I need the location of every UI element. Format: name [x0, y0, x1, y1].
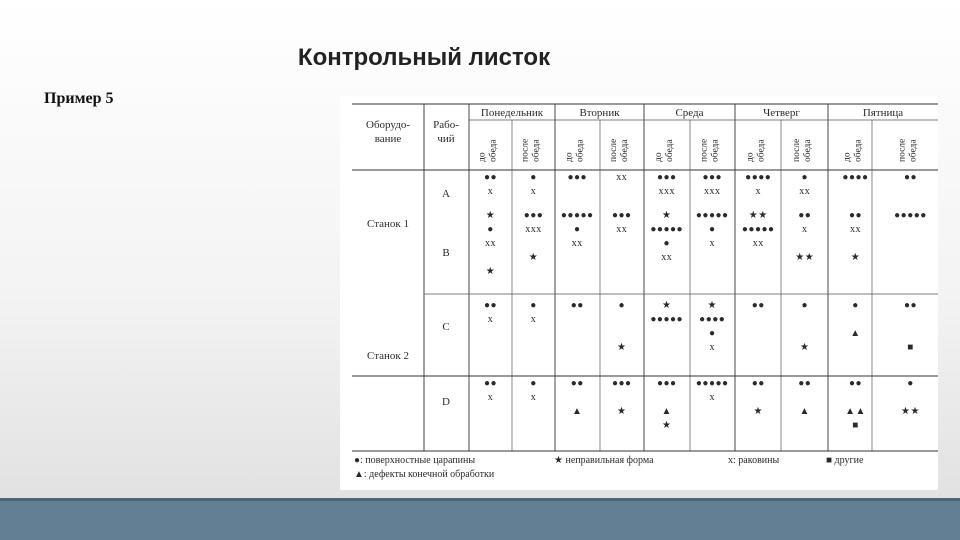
tally-cell-line: ●●●● — [699, 314, 726, 325]
tally-cell — [799, 172, 810, 197]
tally-cell-line: x — [755, 186, 761, 197]
tally-cell-line: ●●● — [611, 378, 632, 389]
example-label: Пример 5 — [44, 90, 114, 107]
tally-cell-line: ●●●● — [745, 172, 772, 183]
tally-cell-line: xxx — [704, 186, 721, 197]
tally-cell-line: x — [530, 314, 537, 325]
after-lunch-label: обеда — [531, 139, 542, 162]
day-header: Пятница — [862, 107, 904, 119]
tally-cell-line: ● — [530, 172, 537, 183]
tally-cell — [742, 210, 775, 249]
tally-cell-line: ▲ — [572, 406, 583, 417]
tally-cell-line: ● — [907, 378, 914, 389]
tally-cell-line: ★ — [485, 266, 496, 277]
tally-cell-line: ●●●●● — [741, 224, 775, 235]
tally-cell-line: ● — [487, 224, 494, 235]
tally-cell — [752, 378, 765, 417]
tally-cell-line: ★ — [800, 342, 810, 353]
tally-cell — [904, 172, 917, 183]
before-lunch-label: до — [842, 152, 853, 162]
tally-cell-line: ●● — [483, 378, 498, 389]
machine-label: Станок 2 — [367, 350, 409, 362]
tally-cell-line: ●●● — [656, 172, 677, 183]
tally-cell — [612, 210, 632, 235]
tally-cell-line: ●●●●● — [695, 210, 729, 221]
tally-cell-line: ●● — [903, 300, 918, 311]
after-lunch-label: обеда — [802, 139, 813, 162]
tally-cell-line: ★ — [662, 210, 672, 221]
tally-cell-line: x — [802, 224, 808, 235]
tally-cell-line: ●●● — [702, 172, 723, 183]
tally-cell-line: ●●● — [567, 172, 588, 183]
after-lunch-label: обеда — [908, 139, 919, 162]
before-lunch-label: обеда — [853, 139, 864, 162]
tally-cell — [702, 172, 722, 197]
tally-cell-line: xx — [485, 238, 496, 249]
machine-label: Станок 1 — [367, 218, 409, 230]
tally-cell-line: ★ — [707, 300, 717, 311]
equipment-header-line: вание — [374, 133, 402, 145]
tally-cell-line: ★ — [528, 252, 539, 263]
tally-cell-line: ● — [801, 172, 809, 183]
tally-cell-line: ▲ — [799, 406, 810, 417]
worker-label: C — [442, 321, 450, 333]
check-sheet-table — [340, 96, 938, 490]
tally-cell — [485, 210, 496, 277]
day-header: Вторник — [579, 107, 620, 119]
tally-cell-line: ★ — [617, 342, 627, 353]
tally-cell — [484, 300, 497, 325]
tally-cell-line: ●● — [483, 300, 498, 311]
before-lunch-label: обеда — [664, 139, 675, 162]
tally-cell-line: xx — [661, 252, 673, 263]
tally-cell-line: xx — [616, 172, 628, 183]
tally-cell-line: ● — [852, 300, 859, 311]
tally-cell-line: ★ — [662, 300, 672, 311]
tally-cell — [571, 378, 584, 417]
tally-cell-line: ●● — [798, 210, 812, 221]
before-lunch-label: до — [477, 152, 488, 162]
tally-cell — [650, 300, 683, 325]
tally-cell-line: ▲▲ — [845, 406, 866, 417]
tally-cell — [894, 210, 927, 221]
tally-cell — [795, 210, 814, 263]
tally-cell-line: ★ — [753, 406, 763, 417]
worker-label: A — [442, 188, 450, 200]
tally-cell — [745, 172, 771, 197]
day-header: Понедельник — [480, 107, 544, 119]
tally-cell — [849, 210, 862, 263]
tally-cell-line: x — [709, 238, 715, 249]
after-lunch-label: обеда — [619, 139, 630, 162]
tally-cell-line: ●●●● — [842, 172, 869, 183]
before-lunch-label: до — [653, 152, 664, 162]
tally-cell-line: ▲ — [850, 328, 861, 339]
tally-cell-line: ★ — [662, 420, 672, 431]
tally-cell-line: xx — [752, 238, 764, 249]
after-lunch-label: обеда — [710, 139, 721, 162]
tally-cell — [845, 378, 866, 431]
legend-cavities: x: раковины — [728, 455, 780, 466]
tally-cell-line: xxx — [525, 224, 542, 235]
tally-cell — [850, 300, 860, 339]
tally-cell — [904, 300, 917, 353]
tally-cell — [696, 378, 729, 403]
legend-scratches: ●: поверхностные царапины — [354, 455, 476, 466]
tally-cell-line: x — [487, 314, 494, 325]
worker-header-line: Рабо- — [433, 119, 459, 131]
tally-cell-line: ● — [708, 224, 716, 235]
tally-cell-line: ●●●●● — [695, 378, 729, 389]
tally-cell-line: ●●●●● — [560, 210, 594, 221]
after-lunch-label: после — [791, 138, 802, 162]
tally-cell — [530, 300, 537, 325]
tally-cell-line: x — [530, 186, 537, 197]
worker-header-line: чий — [437, 133, 455, 145]
tally-cell-line: ▲ — [661, 406, 672, 417]
tally-cell — [612, 378, 632, 417]
tally-cell-line: ★ — [617, 406, 627, 417]
tally-cell-line: x — [530, 392, 537, 403]
tally-cell-line: x — [709, 392, 715, 403]
tally-cell-line: ●●●●● — [650, 224, 684, 235]
tally-cell — [650, 210, 683, 263]
tally-cell-line: ●●●●● — [650, 314, 684, 325]
tally-cell-line: xx — [799, 186, 811, 197]
legend-other: ■ другие — [826, 455, 864, 466]
day-header: Среда — [675, 107, 704, 119]
tally-cell — [571, 300, 584, 311]
before-lunch-label: обеда — [575, 139, 586, 162]
tally-cell-line: ●●● — [523, 210, 544, 221]
tally-cell-line: ● — [573, 224, 581, 235]
tally-cell-line: ■ — [907, 342, 914, 353]
tally-cell — [901, 378, 920, 417]
check-sheet-svg — [340, 96, 938, 490]
tally-cell — [657, 378, 677, 431]
tally-cell — [699, 300, 725, 353]
before-lunch-label: обеда — [756, 139, 767, 162]
tally-cell-line: ●●●●● — [894, 210, 927, 221]
tally-cell-line: xxx — [658, 186, 675, 197]
worker-label: B — [442, 247, 450, 259]
tally-cell-line: ★ — [850, 252, 861, 263]
tally-cell-line: ●● — [751, 378, 765, 389]
tally-cell — [561, 210, 594, 249]
tally-cell — [752, 300, 765, 311]
equipment-header — [366, 119, 410, 145]
tally-cell-line: x — [487, 186, 494, 197]
legend-wrong-shape: ★ неправильная форма — [554, 455, 654, 466]
after-lunch-label: после — [608, 138, 619, 162]
tally-cell — [800, 300, 809, 353]
tally-cell-line: ★ — [485, 210, 496, 221]
tally-cell-line: ● — [708, 328, 716, 339]
tally-cell-line: ● — [530, 378, 537, 389]
tally-cell — [798, 378, 811, 417]
tally-cell — [530, 378, 537, 403]
equipment-header-line: Оборудо- — [366, 119, 410, 131]
tally-cell-line: ● — [663, 238, 671, 249]
tally-cell-line: ●● — [903, 172, 918, 183]
tally-cell — [530, 172, 537, 197]
tally-cell-line: xx — [616, 224, 628, 235]
after-lunch-label: после — [699, 138, 710, 162]
tally-cell-line: ●●● — [656, 378, 677, 389]
tally-cell — [484, 172, 497, 197]
tally-cell — [842, 172, 868, 183]
tally-cell-line: ● — [801, 300, 809, 311]
tally-cell-line: xx — [571, 238, 583, 249]
tally-cell-line: ●● — [570, 300, 584, 311]
tally-cell-line: ★★ — [901, 406, 920, 417]
tally-cell — [616, 172, 627, 183]
tally-cell — [617, 300, 626, 353]
tally-cell-line: ■ — [852, 420, 859, 431]
tally-cell-line: ● — [530, 300, 537, 311]
tally-cell-line: ●● — [751, 300, 765, 311]
tally-cell-line: ●● — [570, 378, 584, 389]
slide-title: Контрольный листок — [297, 44, 551, 71]
legend-finish-defects: ▲: дефекты конечной обработки — [354, 469, 495, 480]
tally-cell — [484, 378, 497, 403]
bottom-bar — [0, 498, 960, 540]
tally-cell — [657, 172, 677, 197]
tally-cell-line: x — [487, 392, 494, 403]
tally-cell-line: ●●● — [611, 210, 632, 221]
tally-cell-line: ★★ — [795, 252, 815, 263]
tally-cell-line: ★★ — [748, 210, 768, 221]
tally-cell — [567, 172, 587, 183]
tally-cell-line: ●● — [483, 172, 498, 183]
after-lunch-label: после — [520, 138, 531, 162]
worker-header — [433, 119, 459, 145]
tally-cell-line: xx — [850, 224, 861, 235]
tally-cell-line: ●● — [848, 210, 863, 221]
tally-cell-line: x — [709, 342, 715, 353]
tally-cell-line: ● — [618, 300, 626, 311]
after-lunch-label: после — [897, 138, 908, 162]
tally-cell-line: ●● — [798, 378, 812, 389]
tally-cell — [696, 210, 729, 249]
day-header: Четверг — [763, 107, 800, 119]
before-lunch-label: обеда — [488, 139, 499, 162]
tally-cell-line: ●● — [848, 378, 863, 389]
before-lunch-label: до — [564, 152, 575, 162]
tally-cell — [524, 210, 544, 263]
before-lunch-label: до — [745, 152, 756, 162]
worker-label: D — [442, 396, 450, 408]
